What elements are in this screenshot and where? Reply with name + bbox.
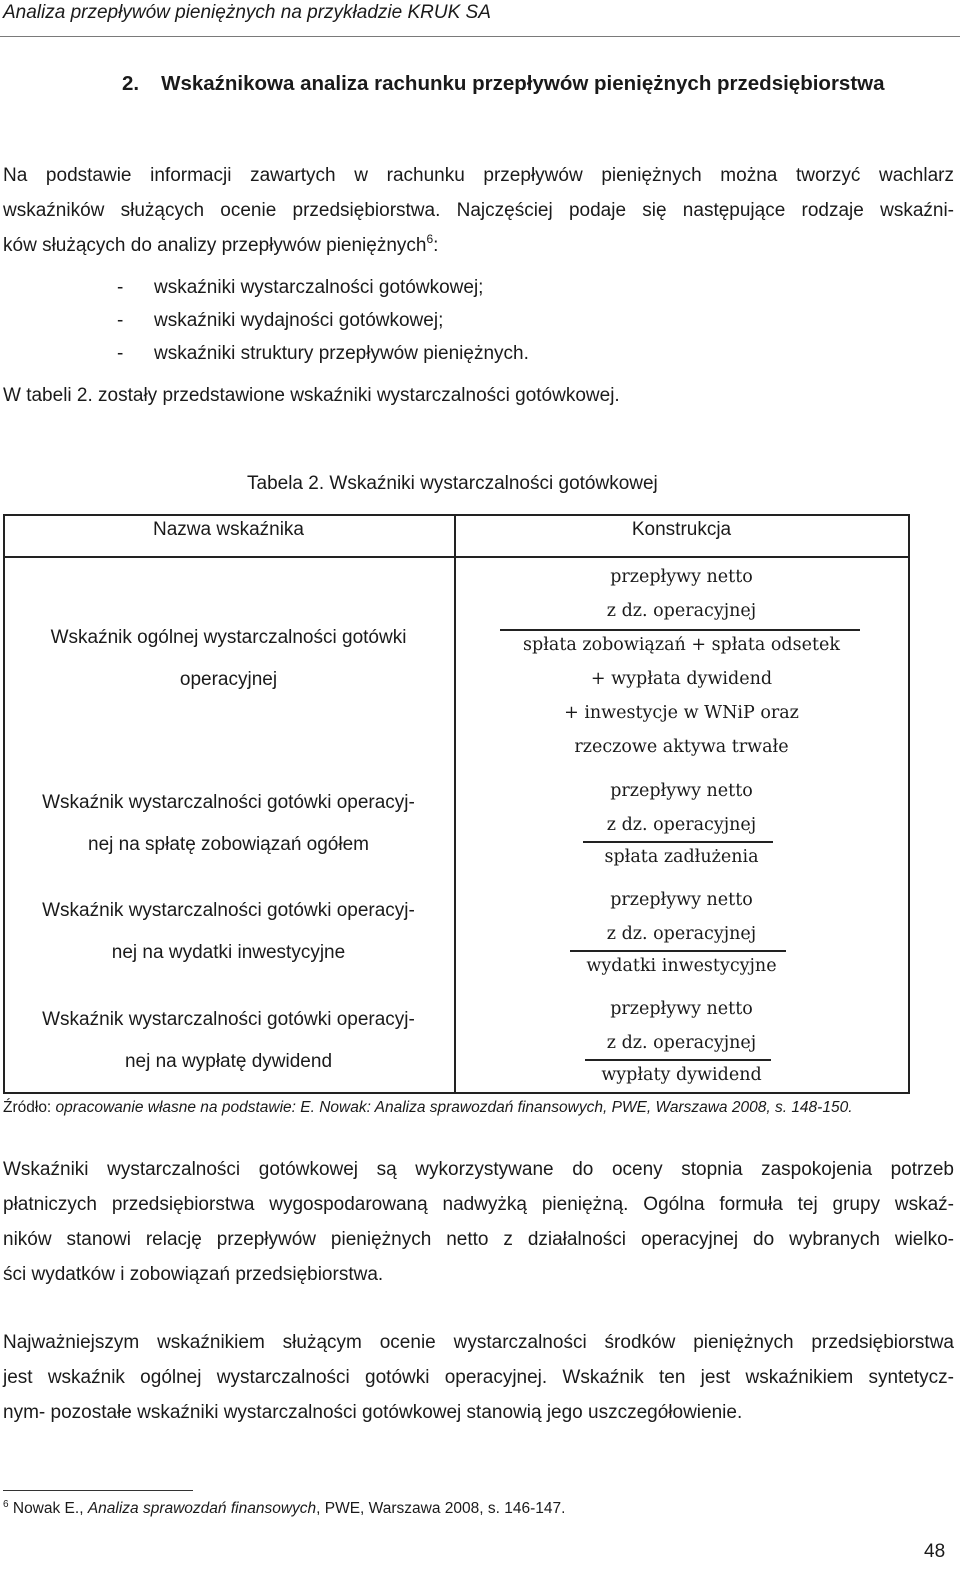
numerator-line: przepływy netto [610, 781, 753, 801]
list-item [117, 271, 529, 304]
page-number: 48 [924, 1541, 946, 1562]
paragraph-line: jest wskaźnik ogólnej wystarczalności gotówki operacyjnej. Wskaźnik ten jest wskaźnikiem syntetycz- [3, 1367, 954, 1388]
list-item-text: wskaźniki wystarczalności gotówkowej; [154, 277, 484, 298]
formula-denominator [454, 949, 909, 983]
table-row-name [3, 999, 454, 1083]
paragraph-line: Wskaźniki wystarczalności gotówkowej są wykorzystywane do oceny stopnia zaspokojenia potrzeb [3, 1159, 954, 1180]
paragraph-line: Najważniejszym wskaźnikiem służącym ocenie wystarczalności środków pieniężnych przedsiębiorstwa [3, 1332, 954, 1353]
bullet-dash: - [117, 277, 124, 298]
table-border-bottom [3, 1092, 910, 1094]
column-header-name: Nazwa wskaźnika [153, 519, 304, 540]
denominator-line: wydatki inwestycyjne [586, 956, 777, 976]
numerator-line: z dz. operacyjnej [606, 1033, 757, 1053]
paragraph-line: nym- pozostałe wskaźniki wystarczalności gotówkowej stanowią jego uszczegółowienie. [3, 1402, 743, 1423]
numerator-line: przepływy netto [610, 999, 753, 1019]
footnote [3, 1500, 565, 1518]
indicator-name-line: Wskaźnik wystarczalności gotówki operacyj- [42, 792, 415, 813]
denominator-line: + wypłata dywidend [590, 669, 773, 689]
numerator-line: z dz. operacyjnej [606, 601, 757, 621]
indicator-name-line: nej na wydatki inwestycyjne [111, 942, 346, 963]
footnote-number: 6 [3, 1499, 9, 1510]
list-item-text: wskaźniki wydajności gotówkowej; [154, 310, 444, 331]
table-header-divider [3, 556, 910, 558]
table-row-name [3, 890, 454, 974]
header-divider [0, 36, 960, 37]
indicator-name-line: Wskaźnik ogólnej wystarczalności gotówki [50, 627, 407, 648]
indicators-table [3, 514, 910, 1094]
indicator-name-line: Wskaźnik wystarczalności gotówki operacyj- [42, 1009, 415, 1030]
source-label: Źródło: [3, 1099, 52, 1116]
formula-numerator [454, 883, 909, 951]
body-paragraph [3, 1325, 954, 1430]
running-header: Analiza przepływów pieniężnych na przykładzie KRUK SA [3, 2, 491, 23]
indicator-name-line: Wskaźnik wystarczalności gotówki operacyj- [42, 900, 415, 921]
intro-line-text: ków służących do analizy przepływów pieniężnych [3, 235, 427, 256]
paragraph-line: płatniczych przedsiębiorstwa wygospodarowaną nadwyżką pieniężną. Ogólna formuła tej grupy wskaź- [3, 1194, 954, 1215]
formula-numerator [454, 992, 909, 1060]
intro-line: wskaźników służących ocenie przedsiębiorstwa. Najczęściej podaje się następujące rodzaje wskaźni- [3, 200, 954, 221]
bullet-dash: - [117, 310, 124, 331]
formula-denominator [454, 628, 909, 764]
numerator-line: przepływy netto [610, 567, 753, 587]
table-source-note [3, 1099, 853, 1117]
table-border-top [3, 514, 910, 516]
paragraph-line: ści wydatków i zobowiązań przedsiębiorstwa. [3, 1264, 384, 1285]
intro-paragraph [3, 158, 954, 263]
formula-numerator [454, 774, 909, 842]
denominator-line: spłata zadłużenia [604, 847, 759, 867]
footnote-author: Nowak E., [8, 1500, 88, 1517]
paragraph-line: ników stanowi relację przepływów pieniężnych netto z działalności operacyjnej do wybranych wielko- [3, 1229, 954, 1250]
table-caption: Tabela 2. Wskaźniki wystarczalności gotówkowej [247, 473, 658, 494]
list-item [117, 337, 529, 370]
column-header-construction: Konstrukcja [631, 519, 732, 540]
table-row-name [3, 782, 454, 866]
bullet-dash: - [117, 343, 124, 364]
source-text: opracowanie własne na podstawie: E. Nowak: Analiza sprawozdań finansowych, PWE, Warszawa 2008, s. 148-150. [51, 1099, 853, 1116]
indicator-name-line: operacyjnej [179, 669, 278, 690]
intro-line-end: : [433, 235, 439, 256]
table-intro-text: W tabeli 2. zostały przedstawione wskaźniki wystarczalności gotówkowej. [3, 385, 620, 406]
section-number: 2. [122, 72, 140, 95]
body-paragraph [3, 1152, 954, 1292]
denominator-line: wypłaty dywidend [601, 1065, 762, 1085]
formula-denominator [454, 1058, 909, 1092]
footnote-title: Analiza sprawozdań finansowych [87, 1500, 317, 1517]
footnote-reference[interactable]: 6 [426, 232, 434, 246]
numerator-line: z dz. operacyjnej [606, 924, 757, 944]
list-item-text: wskaźniki struktury przepływów pieniężnych. [154, 343, 529, 364]
formula-numerator [454, 560, 909, 628]
list-item [117, 304, 529, 337]
section-title: Wskaźnikowa analiza rachunku przepływów pieniężnych przedsiębiorstwa [161, 72, 885, 95]
intro-line: Na podstawie informacji zawartych w rachunku przepływów pieniężnych można tworzyć wachlarz [3, 165, 954, 186]
intro-line [3, 228, 954, 263]
numerator-line: z dz. operacyjnej [606, 815, 757, 835]
formula-denominator [454, 840, 909, 874]
indicator-name-line: nej na spłatę zobowiązań ogółem [88, 834, 369, 855]
section-heading [122, 72, 885, 96]
denominator-line: rzeczowe aktywa trwałe [574, 737, 789, 757]
denominator-line: spłata zobowiązań + spłata odsetek [523, 635, 840, 655]
footnote-rest: , PWE, Warszawa 2008, s. 146-147. [316, 1500, 566, 1517]
bullet-list [117, 271, 529, 370]
denominator-line: + inwestycje w WNiP oraz [564, 703, 799, 723]
indicator-name-line: nej na wypłatę dywidend [124, 1051, 333, 1072]
table-row-name [3, 617, 454, 701]
footnote-divider [3, 1490, 193, 1491]
numerator-line: przepływy netto [610, 890, 753, 910]
